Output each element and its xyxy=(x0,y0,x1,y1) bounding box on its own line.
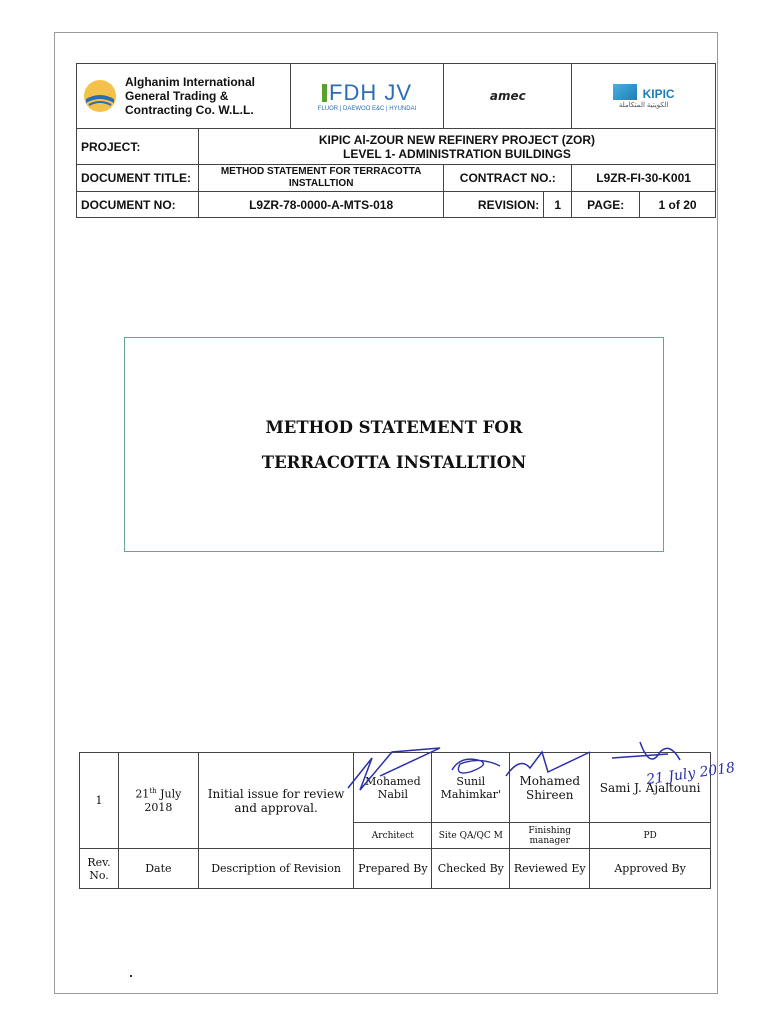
revision-date-suffix: th xyxy=(149,787,157,796)
revision-label: REVISION: xyxy=(444,192,544,218)
page-value: 1 of 20 xyxy=(640,192,716,218)
project-label: PROJECT: xyxy=(77,129,199,165)
kipic-logo-text: KIPIC xyxy=(642,86,675,101)
main-title-line1: METHOD STATEMENT FOR xyxy=(265,417,523,437)
page-mark xyxy=(130,975,132,977)
header-date: Date xyxy=(118,849,198,889)
approved-by-role: PD xyxy=(590,823,711,849)
revision-date-year: 2018 xyxy=(144,800,173,814)
signature-reviewed xyxy=(506,752,590,776)
header-prepared-by: Prepared By xyxy=(354,849,432,889)
amec-logo: amec xyxy=(444,64,572,129)
contract-no-label: CONTRACT NO.: xyxy=(444,165,572,192)
header-approved-by: Approved By xyxy=(590,849,711,889)
kipic-logo-subtext: الكويتية المتكاملة xyxy=(618,101,669,109)
checked-by-name: Sunil Mahimkar' xyxy=(432,753,510,823)
revision-date-month: July xyxy=(156,787,182,801)
document-title-label: DOCUMENT TITLE: xyxy=(77,165,199,192)
checked-by-role: Site QA/QC M xyxy=(432,823,510,849)
project-line2: LEVEL 1- ADMINISTRATION BUILDINGS xyxy=(343,146,571,161)
revision-number: 1 xyxy=(80,753,119,849)
reviewed-by-role: Finishing manager xyxy=(510,823,590,849)
approved-by-name: Sami J. Ajaltouni xyxy=(590,753,711,823)
header-rev-no: Rev. No. xyxy=(80,849,119,889)
project-line1: KIPIC Al-ZOUR NEW REFINERY PROJECT (ZOR) xyxy=(318,132,596,147)
header-description: Description of Revision xyxy=(198,849,354,889)
page-label: PAGE: xyxy=(572,192,640,218)
signature-approved xyxy=(612,742,680,760)
revision-value: 1 xyxy=(544,192,572,218)
contract-no-value: L9ZR-FI-30-K001 xyxy=(572,165,716,192)
main-title-line2: TERRACOTTA INSTALLTION xyxy=(261,452,527,472)
company-name-line3: Contracting Co. W.L.L. xyxy=(125,103,254,117)
revision-date-day: 21 xyxy=(135,787,150,801)
company-name-line1: Alghanim International xyxy=(125,75,256,89)
signature-prepared xyxy=(348,748,440,790)
revision-description: Initial issue for review and approval. xyxy=(198,753,354,849)
document-title-line2: INSTALLTION xyxy=(288,178,354,189)
header-reviewed-by: Reviewed Ey xyxy=(510,849,590,889)
approver-signature-date: 21 July 2018 xyxy=(645,759,737,789)
document-no-value: L9ZR-78-0000-A-MTS-018 xyxy=(198,192,443,218)
fdh-logo-text: FDH JV xyxy=(329,80,413,105)
signature-checked xyxy=(452,759,500,773)
header-checked-by: Checked By xyxy=(432,849,510,889)
reviewed-by-name: Mohamed Shireen xyxy=(510,753,590,823)
company-name-line2: General Trading & xyxy=(125,89,229,103)
document-no-label: DOCUMENT NO: xyxy=(77,192,199,218)
prepared-by-name: Mohamed Nabil xyxy=(354,753,432,823)
document-title-line1: METHOD STATEMENT FOR TERRACOTTA xyxy=(220,166,422,177)
prepared-by-role: Architect xyxy=(354,823,432,849)
fdh-logo-subtext: FLUOR | DAEWOO E&C | HYUNDAI xyxy=(317,106,417,112)
